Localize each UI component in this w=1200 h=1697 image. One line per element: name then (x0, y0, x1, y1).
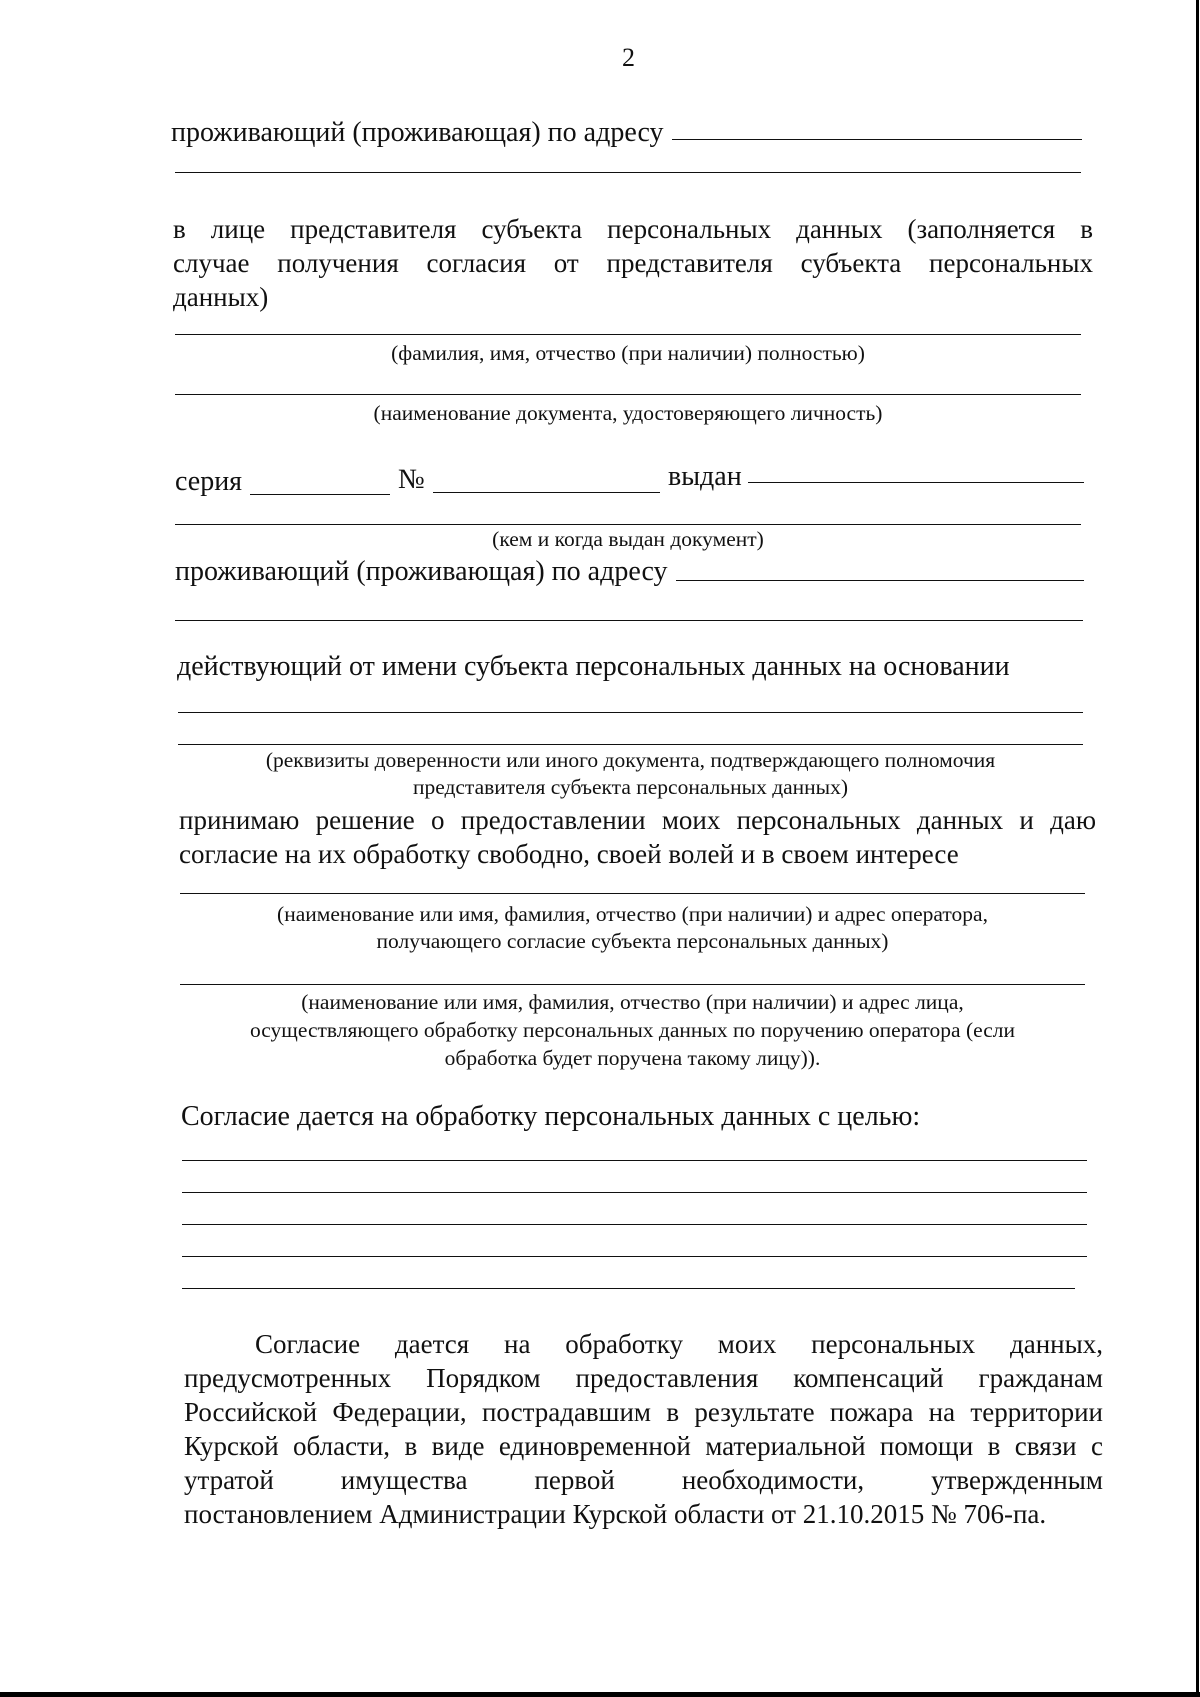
address-field-1[interactable] (672, 139, 1082, 140)
scan-border-bottom (0, 1692, 1200, 1697)
purpose-field-1[interactable] (182, 1160, 1087, 1161)
acting-basis-label: действующий от имени субъекта персональных данных на основании (177, 651, 1010, 682)
purpose-label: Согласие дается на обработку персональных данных с целью: (181, 1101, 921, 1132)
operator-caption-1: (наименование или имя, фамилия, отчество (при наличии) и адрес оператора, (277, 902, 988, 926)
number-label: № (398, 464, 425, 495)
purpose-field-4[interactable] (182, 1256, 1087, 1257)
final-paragraph-line-5: утратой имущества первой необходимости, утвержденным (184, 1465, 1103, 1495)
processor-caption-1: (наименование или имя, фамилия, отчество (при наличии) и адрес лица, (301, 990, 964, 1014)
purpose-field-5[interactable] (182, 1288, 1075, 1289)
issued-field[interactable] (748, 482, 1084, 483)
power-caption-1: (реквизиты доверенности или иного документа, подтверждающего полномочия (265, 748, 996, 772)
representative-line-1: в лице представителя субъекта персональных данных (заполняется в (173, 214, 1093, 244)
address-label-1: проживающий (проживающая) по адресу (171, 117, 664, 148)
operator-field[interactable] (180, 893, 1085, 894)
address-field-2b[interactable] (175, 620, 1083, 621)
power-field-1[interactable] (178, 712, 1083, 713)
address-label-2: проживающий (проживающая) по адресу (175, 556, 668, 587)
power-caption-2: представителя субъекта персональных данных) (412, 775, 849, 799)
final-paragraph-line-4: Курской области, в виде единовременной материальной помощи в связи с (184, 1431, 1103, 1461)
issued-caption: (кем и когда выдан документ) (492, 527, 764, 551)
fio-caption: (фамилия, имя, отчество (при наличии) полностью) (391, 341, 865, 365)
processor-caption-3: обработка будет поручена такому лицу)). (444, 1046, 821, 1070)
fio-field[interactable] (175, 334, 1081, 335)
series-field[interactable] (250, 494, 390, 495)
operator-caption-2: получающего согласие субъекта персональных данных) (376, 929, 889, 953)
representative-line-3: данных) (173, 282, 269, 312)
final-paragraph-line-2: предусмотренных Порядком предоставления компенсаций гражданам (184, 1363, 1103, 1393)
representative-line-2: случае получения согласия от представителя субъекта персональных (173, 248, 1093, 278)
identity-document-field[interactable] (175, 394, 1081, 395)
processor-field[interactable] (180, 984, 1085, 985)
identity-document-caption: (наименование документа, удостоверяющего личность) (373, 401, 883, 425)
issued-label: выдан (668, 461, 742, 492)
number-field[interactable] (433, 492, 660, 493)
page-number: 2 (622, 43, 635, 72)
address-field-2[interactable] (676, 580, 1084, 581)
purpose-field-3[interactable] (182, 1224, 1087, 1225)
address-field-1b[interactable] (175, 172, 1081, 173)
final-paragraph-line-3: Российской Федерации, пострадавшим в результате пожара на территории (184, 1397, 1103, 1427)
final-paragraph-line-1: Согласие дается на обработку моих персональных данных, (255, 1329, 1103, 1359)
power-field-2[interactable] (178, 744, 1083, 745)
processor-caption-2: осуществляющего обработку персональных данных по поручению оператора (если (250, 1018, 1015, 1042)
final-paragraph-line-6: постановлением Администрации Курской области от 21.10.2015 № 706-па. (184, 1499, 1047, 1529)
series-label: серия (175, 466, 243, 497)
issued-field-2[interactable] (175, 524, 1081, 525)
decision-line-2: согласие на их обработку свободно, своей волей и в своем интересе (179, 839, 959, 869)
decision-line-1: принимаю решение о предоставлении моих персональных данных и даю (179, 805, 1096, 835)
purpose-field-2[interactable] (182, 1192, 1087, 1193)
scan-border-right (1196, 0, 1199, 1697)
